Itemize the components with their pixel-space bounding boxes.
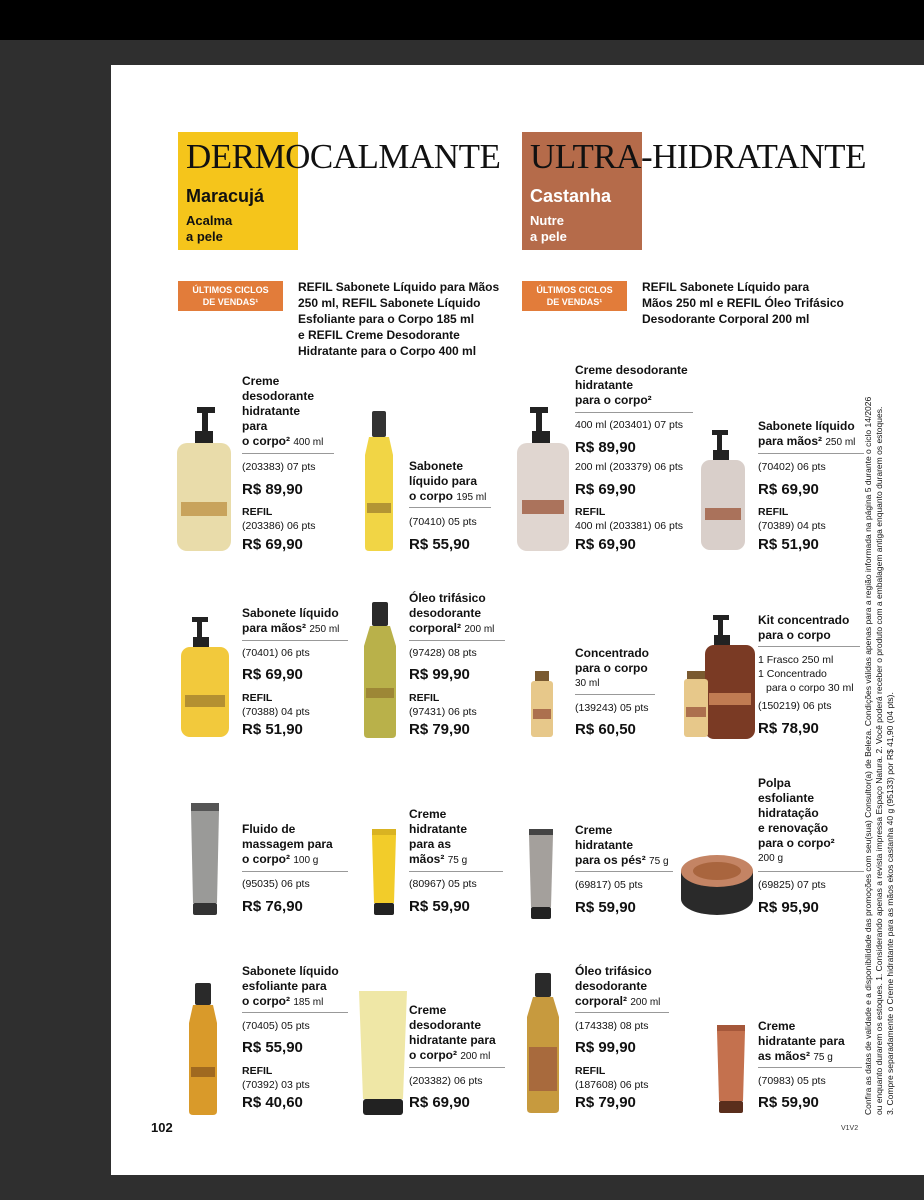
p3-refil-label: REFIL: [575, 506, 606, 518]
page-number: 102: [151, 1120, 173, 1135]
p12-divider: [758, 871, 864, 872]
p15-price: R$ 99,90: [575, 1039, 636, 1056]
p5-divider: [242, 640, 348, 641]
castanha-concentrate-vial-image: [529, 671, 555, 739]
p6-refil-price: R$ 79,90: [409, 721, 470, 738]
p5-price: R$ 69,90: [242, 666, 303, 683]
p11-name: Creme hidratante para os pés² 75 g: [575, 823, 669, 867]
right-last-cycles-badge: ÚLTIMOS CICLOS DE VENDAS¹: [522, 281, 627, 311]
p13-price: R$ 55,90: [242, 1039, 303, 1056]
p10-name: Creme hidratante para as mãos² 75 g: [409, 807, 468, 866]
catalog-page: [111, 65, 924, 1175]
p8-code: (150219) 06 pts: [758, 700, 832, 712]
p4-refil-code: (70389) 04 pts: [758, 520, 826, 532]
castanha-body-cream-bottle-image: [514, 407, 572, 553]
p15-name: Óleo trifásico desodorante corporal² 200 ml: [575, 964, 661, 1008]
p13-name: Sabonete líquido esfoliante para o corpo² 185 ml: [242, 964, 339, 1008]
p5-code: (70401) 06 pts: [242, 647, 310, 659]
p1-price: R$ 89,90: [242, 481, 303, 498]
p4-divider: [758, 453, 864, 454]
p11-price: R$ 59,90: [575, 899, 636, 916]
castanha-hand-cream-tube-image: [714, 1025, 748, 1113]
castanha-concentrate-kit-image: [683, 615, 757, 741]
p13-code: (70405) 05 pts: [242, 1020, 310, 1032]
p16-name: Creme hidratante para as mãos² 75 g: [758, 1019, 845, 1063]
p7-code: (139243) 05 pts: [575, 702, 649, 714]
p1-code: (203383) 07 pts: [242, 461, 316, 473]
p11-code: (69817) 05 pts: [575, 879, 643, 891]
p3-refil-code: 400 ml (203381) 06 pts: [575, 520, 683, 532]
p2-divider: [409, 507, 491, 508]
right-section-title: ULTRA-HIDRATANTE: [530, 137, 866, 176]
p1-refil-code: (203386) 06 pts: [242, 520, 316, 532]
p15-code: (174338) 08 pts: [575, 1020, 649, 1032]
body-scrub-jar-image: [678, 851, 756, 917]
p9-code: (95035) 06 pts: [242, 878, 310, 890]
p12-price: R$ 95,90: [758, 899, 819, 916]
p3-price2: R$ 69,90: [575, 481, 636, 498]
p15-refil-code: (187608) 06 pts: [575, 1079, 649, 1091]
maracuja-body-cream-bottle-image: [173, 407, 235, 555]
p15-refil-price: R$ 79,90: [575, 1094, 636, 1111]
p3-code2: 200 ml (203379) 06 pts: [575, 461, 683, 473]
p10-price: R$ 59,90: [409, 898, 470, 915]
p2-code: (70410) 05 pts: [409, 516, 477, 528]
left-ingredient: Maracujá: [186, 186, 265, 206]
p14-name: Creme desodorante hidratante para o corpo² 200 ml: [409, 1003, 496, 1062]
maracuja-scrub-soap-bottle-image: [185, 983, 221, 1115]
p6-code: (97428) 08 pts: [409, 647, 477, 659]
p3-name: Creme desodorante hidratante para o corpo²: [575, 363, 688, 407]
p16-code: (70983) 05 pts: [758, 1075, 826, 1087]
castanha-hand-soap-bottle-image: [698, 430, 748, 552]
castanha-oil-bottle-image: [523, 973, 563, 1113]
p12-name: Polpa esfoliante hidratação e renovação para o corpo² 200 g: [758, 776, 835, 864]
p9-price: R$ 76,90: [242, 898, 303, 915]
p8-items: 1 Frasco 250 ml 1 Concentrado para o corpo 30 ml: [758, 654, 854, 694]
p8-name: Kit concentrado para o corpo: [758, 613, 850, 642]
p13-refil-label: REFIL: [242, 1065, 273, 1077]
p7-price: R$ 60,50: [575, 721, 636, 738]
p10-divider: [409, 871, 503, 872]
p1-divider: [242, 453, 334, 454]
p4-name: Sabonete líquido para mãos² 250 ml: [758, 419, 856, 448]
maracuja-hand-soap-bottle-image: [178, 617, 232, 739]
p13-divider: [242, 1012, 348, 1013]
maracuja-oil-bottle-image: [360, 602, 400, 738]
maracuja-body-cream-tube-image: [357, 991, 409, 1115]
left-benefit: Acalma a pele: [186, 213, 233, 244]
version-code: V1V2: [841, 1125, 859, 1132]
top-bar: [0, 0, 924, 40]
p14-divider: [409, 1067, 505, 1068]
p3-size-code: 400 ml (203401) 07 pts: [575, 419, 683, 431]
p9-divider: [242, 871, 348, 872]
maracuja-hand-cream-tube-image: [369, 829, 399, 915]
p8-price: R$ 78,90: [758, 720, 819, 737]
p6-refil-code: (97431) 06 pts: [409, 706, 477, 718]
p3-divider: [575, 412, 693, 413]
p6-divider: [409, 640, 505, 641]
p15-refil-label: REFIL: [575, 1065, 606, 1077]
p8-divider: [758, 646, 860, 647]
legal-side-note: Confira as datas de validade e a disponibilidade das promoções com seu(sua) Consultor(a) de Beleza. Condições válidas apenas para a região informada na página 5 durante o ciclo 14/2026 ou enquanto durarem os estoques. 1. Considerando apenas a revista impressa Espaço Natura. 2. Você poderá receber o produto com a embalagem antiga enquanto durarem os estoques. 3. Compre separadamente o Creme hidratante para as mãos ekos castanha 40 g (95133) por R$ 41,90 (04 pts).: [863, 396, 895, 1115]
p15-divider: [575, 1012, 669, 1013]
p14-code: (203382) 06 pts: [409, 1075, 483, 1087]
foot-cream-tube-image: [526, 829, 556, 919]
p5-name: Sabonete líquido para mãos² 250 ml: [242, 606, 340, 635]
massage-fluid-tube-image: [187, 803, 223, 915]
p7-name: Concentrado para o corpo 30 ml: [575, 646, 650, 689]
left-refil-note: REFIL Sabonete Líquido para Mãos 250 ml, REFIL Sabonete Líquido Esfoliante para o Corpo 185 ml e REFIL Creme Desodorante Hidratante para o Corpo 400 ml: [298, 280, 500, 358]
p2-name: Sabonete líquido para o corpo 195 ml: [409, 459, 487, 503]
p7-divider: [575, 694, 655, 695]
p3-refil-price: R$ 69,90: [575, 536, 636, 553]
right-benefit: Nutre a pele: [530, 213, 567, 244]
p13-refil-code: (70392) 03 pts: [242, 1079, 310, 1091]
p4-refil-price: R$ 51,90: [758, 536, 819, 553]
p11-divider: [575, 871, 673, 872]
right-refil-note: REFIL Sabonete Líquido para Mãos 250 ml e REFIL Óleo Trifásico Desodorante Corporal 200 ml: [642, 280, 844, 326]
right-ingredient: Castanha: [530, 186, 612, 206]
p1-refil-label: REFIL: [242, 506, 273, 518]
p1-refil-price: R$ 69,90: [242, 536, 303, 553]
left-section-title: DERMOCALMANTE: [186, 137, 501, 176]
p4-code: (70402) 06 pts: [758, 461, 826, 473]
p6-name: Óleo trifásico desodorante corporal² 200 ml: [409, 591, 495, 635]
p5-refil-price: R$ 51,90: [242, 721, 303, 738]
p13-refil-price: R$ 40,60: [242, 1094, 303, 1111]
p1-name: Creme desodorante hidratante para o corpo² 400 ml: [242, 374, 324, 448]
left-last-cycles-badge: ÚLTIMOS CICLOS DE VENDAS¹: [178, 281, 283, 311]
p3-price: R$ 89,90: [575, 439, 636, 456]
p12-code: (69825) 07 pts: [758, 879, 826, 891]
p5-refil-label: REFIL: [242, 692, 273, 704]
p6-refil-label: REFIL: [409, 692, 440, 704]
maracuja-soap-bottle-image: [361, 411, 397, 551]
p14-price: R$ 69,90: [409, 1094, 470, 1111]
p10-code: (80967) 05 pts: [409, 878, 477, 890]
p9-name: Fluido de massagem para o corpo² 100 g: [242, 822, 333, 866]
p16-price: R$ 59,90: [758, 1094, 819, 1111]
p2-price: R$ 55,90: [409, 536, 470, 553]
p4-price: R$ 69,90: [758, 481, 819, 498]
p5-refil-code: (70388) 04 pts: [242, 706, 310, 718]
p6-price: R$ 99,90: [409, 666, 470, 683]
p16-divider: [758, 1067, 862, 1068]
p4-refil-label: REFIL: [758, 506, 789, 518]
